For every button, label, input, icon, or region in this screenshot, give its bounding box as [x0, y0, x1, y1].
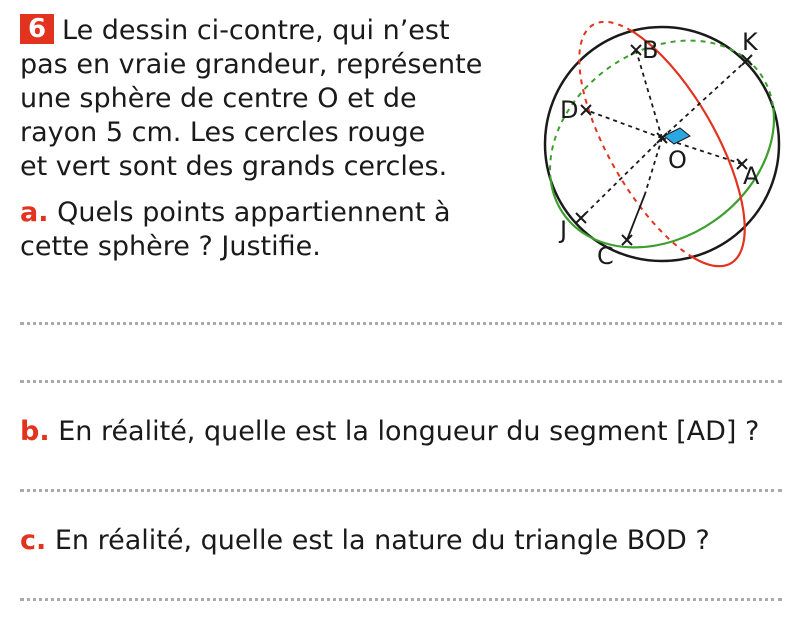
label-k: K — [742, 28, 758, 56]
answer-line-b[interactable] — [20, 489, 782, 492]
label-j: J — [560, 216, 568, 244]
question-c-text: En réalité, quelle est la nature du triangle BOD ? — [54, 525, 710, 556]
label-o: O — [668, 146, 687, 174]
marker-o — [657, 133, 667, 143]
radii — [581, 50, 747, 218]
sphere-figure — [540, 20, 790, 270]
right-angle-mark — [664, 128, 690, 144]
intro-line-4: rayon 5 cm. Les cercles rouge — [20, 117, 426, 148]
intro-line-3: une sphère de centre O et de — [20, 83, 417, 114]
label-b: B — [642, 36, 659, 64]
intro-line-1 — [20, 14, 540, 48]
question-b-text: En réalité, quelle est la longueur du segment [AD] ? — [58, 416, 760, 447]
question-c — [20, 525, 710, 556]
exercise-intro — [20, 14, 540, 184]
intro-line-2: pas en vraie grandeur, représente — [20, 49, 483, 80]
label-a: A — [743, 162, 760, 190]
marker-c — [622, 235, 632, 245]
marker-b — [631, 45, 641, 55]
question-a-letter: a. — [20, 197, 49, 228]
question-b — [20, 416, 759, 447]
point-markers — [576, 45, 752, 245]
label-c: C — [597, 242, 614, 270]
intro-text-1: Le dessin ci-contre, qui n’est — [62, 15, 450, 46]
question-a-text-1: Quels points appartiennent à — [57, 197, 451, 228]
exercise-number-badge: 6 — [20, 14, 54, 44]
intro-line-5: et vert sont des grands cercles. — [20, 151, 448, 182]
marker-j — [576, 213, 586, 223]
question-b-letter: b. — [20, 416, 50, 447]
question-a-text-2: cette sphère ? Justifie. — [20, 231, 321, 262]
answer-line-a-1[interactable] — [20, 322, 782, 325]
question-c-letter: c. — [20, 525, 47, 556]
question-a — [20, 196, 540, 264]
label-d: D — [560, 96, 579, 124]
answer-line-a-2[interactable] — [20, 380, 782, 383]
answer-line-c[interactable] — [20, 598, 782, 601]
